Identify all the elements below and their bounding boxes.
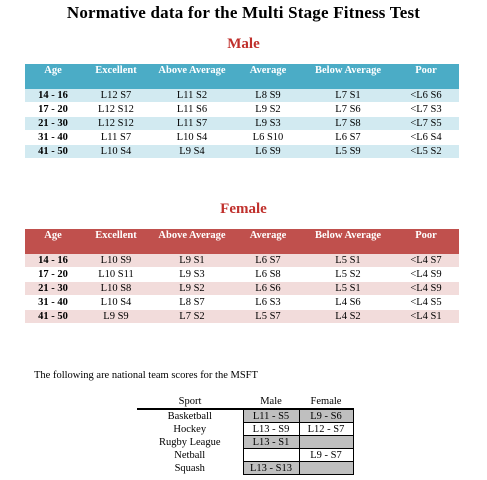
score-cell: <L4 S9 (393, 282, 459, 296)
score-cell: L8 S9 (233, 89, 303, 103)
page-title: Normative data for the Multi Stage Fitness Test (66, 3, 421, 22)
male-header-above-average: Above Average (151, 64, 233, 89)
score-cell: L11 S2 (151, 89, 233, 103)
table-row (25, 103, 459, 117)
score-cell: L11 S6 (151, 103, 233, 117)
table-row (25, 254, 459, 268)
female-table (25, 229, 459, 324)
score-cell: L5 S1 (303, 254, 393, 268)
score-cell: L5 S7 (233, 310, 303, 324)
female-heading: Female (220, 201, 267, 217)
score-cell: L4 S6 (303, 296, 393, 310)
score-cell: L7 S2 (151, 310, 233, 324)
score-cell: L6 S6 (233, 282, 303, 296)
national-intro: The following are national team scores for the MSFT (34, 370, 258, 381)
score-cell: <L4 S9 (393, 268, 459, 282)
age-cell: 31 - 40 (25, 296, 81, 310)
score-cell: L9 S2 (233, 103, 303, 117)
age-cell: 41 - 50 (25, 310, 81, 324)
score-cell: L10 S8 (81, 282, 151, 296)
score-cell: L7 S8 (303, 117, 393, 131)
female-score-cell (299, 462, 353, 475)
score-cell: <L4 S1 (393, 310, 459, 324)
score-cell: <L6 S6 (393, 89, 459, 103)
age-cell: 17 - 20 (25, 103, 81, 117)
table-row (25, 145, 459, 159)
female-header-poor: Poor (393, 229, 459, 254)
score-cell: L5 S1 (303, 282, 393, 296)
score-cell: L9 S3 (233, 117, 303, 131)
female-header-below-average: Below Average (303, 229, 393, 254)
score-cell: L10 S4 (81, 296, 151, 310)
score-cell: L8 S7 (151, 296, 233, 310)
age-cell: 41 - 50 (25, 145, 81, 159)
score-cell: L10 S4 (151, 131, 233, 145)
age-cell: 21 - 30 (25, 117, 81, 131)
score-cell: L6 S9 (233, 145, 303, 159)
national-header-male: Male (243, 395, 299, 409)
table-row (25, 131, 459, 145)
male-score-cell (243, 449, 299, 462)
score-cell: L12 S12 (81, 103, 151, 117)
table-row (25, 296, 459, 310)
female-header-excellent: Excellent (81, 229, 151, 254)
score-cell: L10 S11 (81, 268, 151, 282)
male-heading: Male (227, 36, 260, 52)
score-cell: L10 S9 (81, 254, 151, 268)
age-cell: 14 - 16 (25, 89, 81, 103)
table-row (25, 89, 459, 103)
male-score-cell: L13 - S9 (243, 423, 299, 436)
sport-cell: Netball (174, 449, 206, 461)
male-header-excellent: Excellent (81, 64, 151, 89)
male-header-average: Average (233, 64, 303, 89)
sport-cell: Rugby League (158, 436, 221, 448)
table-row (137, 462, 353, 475)
female-score-cell: L12 - S7 (299, 423, 353, 436)
national-header-row (137, 395, 353, 409)
score-cell: L5 S2 (303, 268, 393, 282)
male-score-cell: L11 - S5 (243, 409, 299, 423)
table-row (137, 436, 353, 449)
table-row (137, 423, 353, 436)
male-header-row (25, 64, 459, 89)
female-score-cell (299, 436, 353, 449)
female-header-above-average: Above Average (151, 229, 233, 254)
national-table (137, 395, 354, 475)
sport-cell: Basketball (167, 410, 212, 422)
female-header-age: Age (25, 229, 81, 254)
score-cell: <L5 S2 (393, 145, 459, 159)
score-cell: L6 S10 (233, 131, 303, 145)
sport-cell: Hockey (173, 423, 207, 435)
table-row (25, 117, 459, 131)
score-cell: L7 S1 (303, 89, 393, 103)
score-cell: L4 S2 (303, 310, 393, 324)
age-cell: 14 - 16 (25, 254, 81, 268)
score-cell: L11 S7 (151, 117, 233, 131)
score-cell: L9 S3 (151, 268, 233, 282)
score-cell: L9 S4 (151, 145, 233, 159)
score-cell: L6 S8 (233, 268, 303, 282)
female-header-average: Average (233, 229, 303, 254)
sport-cell: Squash (174, 462, 205, 474)
table-row (137, 449, 353, 462)
score-cell: L11 S7 (81, 131, 151, 145)
male-table (25, 64, 459, 159)
score-cell: L9 S9 (81, 310, 151, 324)
male-score-cell: L13 - S13 (243, 462, 299, 475)
male-header-below-average: Below Average (303, 64, 393, 89)
score-cell: L6 S7 (233, 254, 303, 268)
table-row (25, 268, 459, 282)
female-header-row (25, 229, 459, 254)
score-cell: <L4 S5 (393, 296, 459, 310)
score-cell: L12 S12 (81, 117, 151, 131)
national-header-female: Female (299, 395, 353, 409)
male-header-poor: Poor (393, 64, 459, 89)
male-score-cell: L13 - S1 (243, 436, 299, 449)
score-cell: L7 S6 (303, 103, 393, 117)
score-cell: <L7 S5 (393, 117, 459, 131)
female-score-cell: L9 - S7 (299, 449, 353, 462)
score-cell: L9 S2 (151, 282, 233, 296)
score-cell: L5 S9 (303, 145, 393, 159)
table-row (25, 282, 459, 296)
score-cell: <L4 S7 (393, 254, 459, 268)
score-cell: L10 S4 (81, 145, 151, 159)
age-cell: 31 - 40 (25, 131, 81, 145)
table-row (137, 409, 353, 423)
score-cell: <L7 S3 (393, 103, 459, 117)
score-cell: L9 S1 (151, 254, 233, 268)
male-header-age: Age (25, 64, 81, 89)
score-cell: L6 S3 (233, 296, 303, 310)
age-cell: 21 - 30 (25, 282, 81, 296)
table-row (25, 310, 459, 324)
score-cell: L6 S7 (303, 131, 393, 145)
score-cell: L12 S7 (81, 89, 151, 103)
female-score-cell: L9 - S6 (299, 409, 353, 423)
score-cell: <L6 S4 (393, 131, 459, 145)
age-cell: 17 - 20 (25, 268, 81, 282)
national-header-sport: Sport (137, 395, 243, 409)
